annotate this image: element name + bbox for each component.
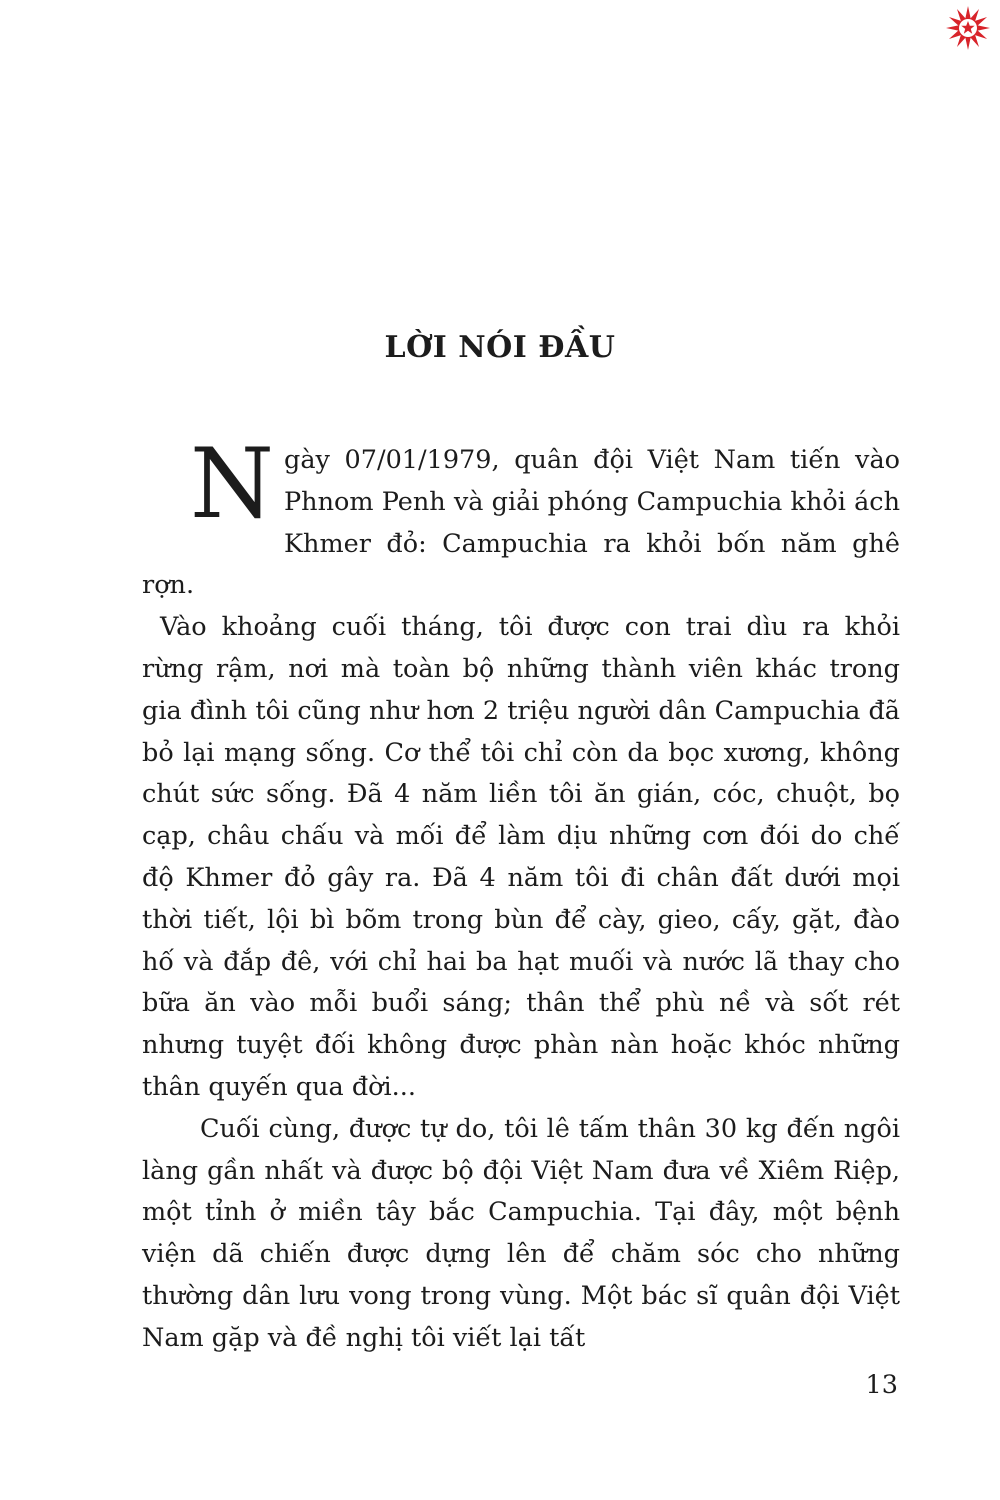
paragraph-2: Vào khoảng cuối tháng, tôi được con trai dìu ra khỏi rừng rậm, nơi mà toàn bộ những thành viên khác trong gia đình tôi cũng như hơn 2 triệu người dân Campuchia đã bỏ lại mạng sống. Cơ thể tôi chỉ còn da bọc xương, không chút sức sống. Đã 4 năm liền tôi ăn gián, cóc, chuột, bọ cạp, châu chấu và mối để làm dịu những cơn đói do chế độ Khmer đỏ gây ra. Đã 4 năm tôi đi chân đất dưới mọi thời tiết, lội bì bõm trong bùn để cày, gieo, cấy, gặt, đào hố và đắp đê, với chỉ hai ba hạt muối và nước lã thay cho bữa ăn vào mỗi buổi sáng; thân thể phù nề và sốt rét nhưng tuyệt đối không được phàn nàn hoặc khóc những thân quyến qua đời... xyxy=(142,612,900,1102)
page-title: LỜI NÓI ĐẦU xyxy=(384,330,616,365)
body-text xyxy=(142,428,900,1360)
page-number: 13 xyxy=(865,1370,898,1400)
paragraph-3: Cuối cùng, được tự do, tôi lê tấm thân 30 kg đến ngôi làng gần nhất và được bộ đội Việt Nam đưa về Xiêm Riệp, một tỉnh ở miền tây bắc Campuchia. Tại đây, một bệnh viện dã chiến được dựng lên để chăm sóc cho những thường dân lưu vong trong vùng. Một bác sĩ quân đội Việt Nam gặp và đề nghị tôi viết lại tất xyxy=(142,1113,900,1353)
publisher-logo-icon xyxy=(944,4,992,52)
paragraph-1-text: gày 07/01/1979, quân đội Việt Nam tiến vào Phnom Penh và giải phóng Campuchia khỏi ách Khmer đỏ: Campuchia ra khỏi bốn năm ghê rợn. xyxy=(142,445,900,601)
drop-cap: N xyxy=(190,428,274,540)
paragraph-1 xyxy=(142,428,900,607)
